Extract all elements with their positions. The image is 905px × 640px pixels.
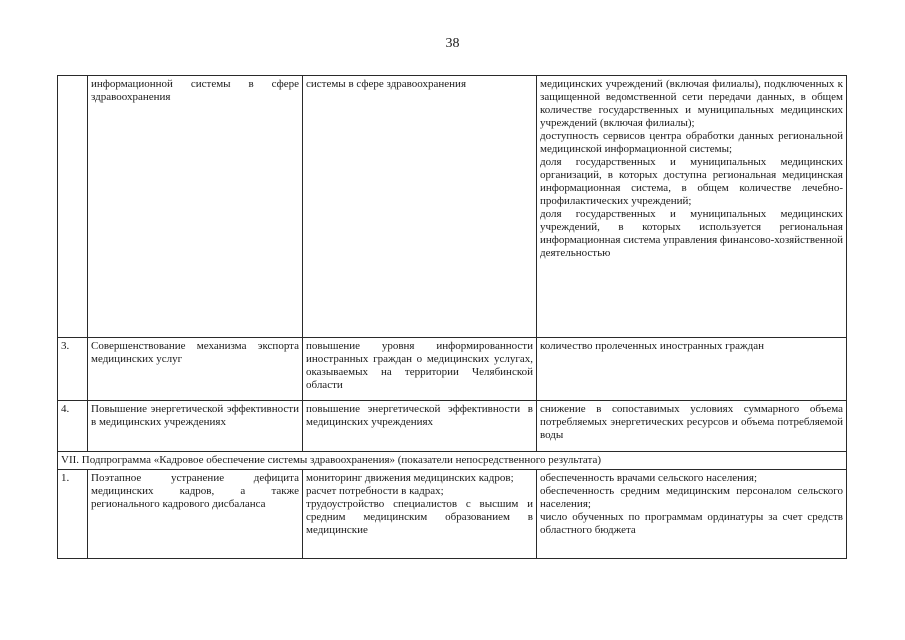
subprogram-heading: VII. Подпрограмма «Кадровое обеспечение системы здравоохранения» (показатели непосредственного результата) (58, 452, 847, 470)
task-text: повышение энергетической эффективности в медицинских учреждениях (303, 401, 537, 452)
task-item: расчет потребности в кадрах; (306, 485, 444, 497)
indicator-item: количество пролеченных иностранных граждан (540, 340, 764, 352)
indicators-cell (537, 470, 847, 559)
indicator-item: доступность сервисов центра обработки данных региональной медицинской информационной системы; (540, 130, 843, 155)
subprogram-heading-row (58, 452, 847, 470)
indicator-item: число обученных по программам ординатуры за счет средств областного бюджета (540, 511, 843, 536)
indicators-cell (537, 338, 847, 401)
task-cell (303, 470, 537, 559)
table-row (58, 76, 847, 338)
indicators-table (57, 75, 847, 559)
task-text: системы в сфере здравоохранения (303, 76, 537, 338)
table-row (58, 338, 847, 401)
measure-name: Совершенствование механизма экспорта медицинских услуг (88, 338, 303, 401)
indicator-item: доля государственных и муниципальных медицинских организаций, в которых доступна региональная медицинская информационная система, в общем количестве лечебно-профилактических учреждений; (540, 156, 843, 207)
measure-name: информационной системы в сфере здравоохранения (88, 76, 303, 338)
measure-name: Повышение энергетической эффективности в медицинских учреждениях (88, 401, 303, 452)
page-number: 38 (445, 36, 460, 51)
indicator-item: медицинских учреждений (включая филиалы), подключенных к защищенной ведомственной сети передачи данных, в общем количестве государственных и муниципальных медицинских учреждений (включая филиалы); (540, 78, 843, 129)
indicator-item: обеспеченность врачами сельского населения; (540, 472, 758, 484)
task-text: повышение уровня информированности иностранных граждан о медицинских услугах, оказываемых на территории Челябинской области (303, 338, 537, 401)
task-item: мониторинг движения медицинских кадров; (306, 472, 514, 484)
table-row (58, 401, 847, 452)
row-number: 3. (58, 338, 88, 401)
indicator-item: обеспеченность средним медицинским персоналом сельского населения; (540, 485, 843, 510)
task-item: трудоустройство специалистов с высшим и средним медицинским образованием в медицинские (306, 498, 533, 536)
table-row (58, 470, 847, 559)
indicators-cell (537, 76, 847, 338)
indicator-item: доля государственных и муниципальных медицинских учреждений, в которых используется региональная информационная система управления финансово-хозяйственной деятельностью (540, 208, 843, 259)
indicators-cell (537, 401, 847, 452)
row-number: 1. (58, 470, 88, 559)
indicator-item: снижение в сопоставимых условиях суммарного объема потребляемых энергетических ресурсов и объема потребляемой воды (540, 403, 843, 441)
row-number (58, 76, 88, 338)
row-number: 4. (58, 401, 88, 452)
measure-name: Поэтапное устранение дефицита медицинских кадров, а также регионального кадрового дисбаланса (88, 470, 303, 559)
